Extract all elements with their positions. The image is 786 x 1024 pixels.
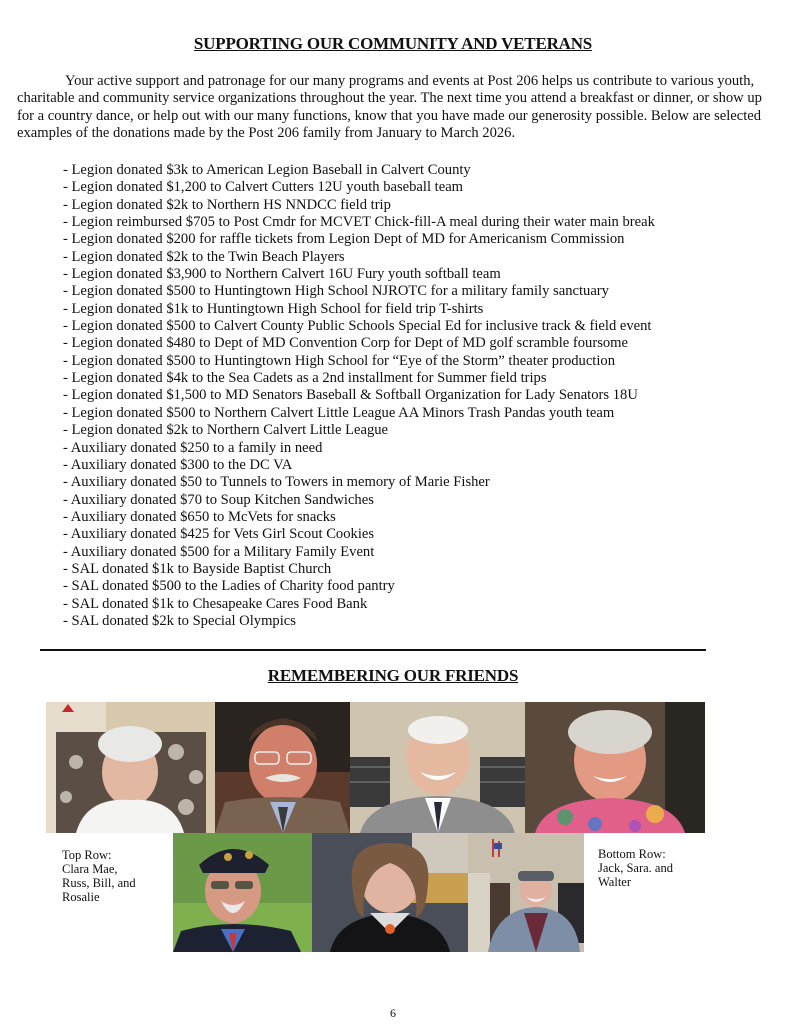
caption-bottom-row	[598, 847, 673, 889]
caption-line: Walter	[598, 875, 632, 889]
caption-line: Rosalie	[62, 890, 100, 904]
section-title-remembering: REMEMBERING OUR FRIENDS	[267, 666, 519, 685]
list-item: - Legion donated $1,500 to MD Senators Baseball & Softball Organization for Lady Senators 18U	[63, 387, 638, 404]
list-item: - Auxiliary donated $250 to a family in need	[63, 439, 323, 456]
photo-jack	[173, 833, 312, 952]
list-item: - Legion donated $500 to Huntingtown High School NJROTC for a military family sanctuary	[63, 283, 609, 300]
list-item: - Legion donated $480 to Dept of MD Convention Corp for Dept of MD golf scramble foursome	[63, 335, 628, 352]
section-title-supporting: SUPPORTING OUR COMMUNITY AND VETERANS	[193, 34, 593, 53]
page-number: 6	[390, 1006, 396, 1020]
intro-text: Your active support and patronage for our many programs and events at Post 206 helps us contribute to various youth, charitable and community service organizations throughout the year. The next time you attend a breakfast or dinner, or show up for a country dance, or help out with our many functions, know that you have made our generosity possible. Below are selected examples of the donations made by the Post 206 family from January to March 2026.	[17, 73, 762, 141]
list-item: - SAL donated $2k to Special Olympics	[63, 612, 296, 629]
photo-clara-mae	[46, 702, 215, 833]
list-item: - Auxiliary donated $650 to McVets for snacks	[63, 508, 336, 525]
list-item: - Legion donated $2k to Northern Calvert Little League	[63, 422, 389, 439]
caption-line: Russ, Bill, and	[62, 876, 136, 890]
list-item: - Legion reimbursed $705 to Post Cmdr for MCVET Chick-fill-A meal during their water main break	[63, 214, 655, 231]
photo-rosalie	[525, 702, 705, 833]
photo-sara	[312, 833, 468, 952]
list-item: - Legion donated $1,200 to Calvert Cutters 12U youth baseball team	[63, 179, 464, 196]
list-item: - SAL donated $1k to Bayside Baptist Church	[63, 560, 332, 577]
list-item: - Legion donated $1k to Huntingtown High School for field trip T-shirts	[63, 300, 484, 317]
list-item: - Legion donated $2k to the Twin Beach Players	[63, 248, 345, 265]
photo-russ	[215, 702, 350, 833]
list-item: - Auxiliary donated $70 to Soup Kitchen Sandwiches	[63, 491, 374, 508]
photo-bill	[350, 702, 525, 833]
list-item: - SAL donated $1k to Chesapeake Cares Food Bank	[63, 595, 368, 612]
list-item: - Auxiliary donated $300 to the DC VA	[63, 456, 293, 473]
list-item: - Legion donated $3,900 to Northern Calvert 16U Fury youth softball team	[63, 266, 501, 283]
caption-line: Top Row:	[62, 848, 112, 862]
list-item: - Auxiliary donated $425 for Vets Girl Scout Cookies	[63, 526, 375, 543]
section-divider	[40, 649, 706, 651]
list-item: - Legion donated $500 to Huntingtown High School for “Eye of the Storm” theater production	[63, 352, 616, 369]
list-item: - Auxiliary donated $500 for a Military Family Event	[63, 543, 375, 560]
list-item: - Legion donated $200 for raffle tickets from Legion Dept of MD for Americanism Commission	[63, 231, 625, 248]
caption-line: Clara Mae,	[62, 862, 118, 876]
list-item: - Legion donated $4k to the Sea Cadets as a 2nd installment for Summer field trips	[63, 370, 547, 387]
donation-list	[63, 162, 655, 630]
caption-top-row	[62, 848, 136, 904]
photo-walter	[468, 833, 584, 952]
caption-line: Bottom Row:	[598, 847, 666, 861]
caption-line: Jack, Sara. and	[598, 861, 673, 875]
list-item: - Legion donated $3k to American Legion Baseball in Calvert County	[63, 162, 471, 178]
list-item: - Auxiliary donated $50 to Tunnels to Towers in memory of Marie Fisher	[63, 474, 490, 491]
list-item: - Legion donated $500 to Calvert County Public Schools Special Ed for inclusive track & field event	[63, 318, 652, 335]
list-item: - Legion donated $2k to Northern HS NNDCC field trip	[63, 196, 391, 213]
list-item: - SAL donated $500 to the Ladies of Charity food pantry	[63, 578, 395, 595]
intro-paragraph	[17, 73, 762, 142]
list-item: - Legion donated $500 to Northern Calvert Little League AA Minors Trash Pandas youth team	[63, 404, 615, 421]
